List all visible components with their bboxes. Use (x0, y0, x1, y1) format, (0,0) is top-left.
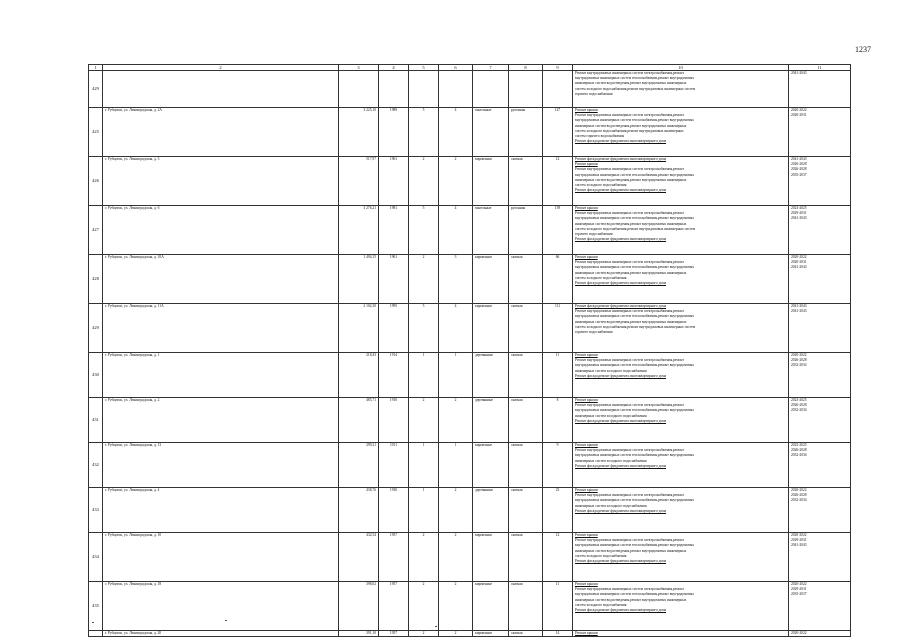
works-cell (573, 304, 789, 353)
work-item: Ремонт крыши (575, 162, 598, 167)
table-row (89, 304, 851, 353)
years-cell (789, 71, 851, 108)
wall-material-cell: панельные (473, 108, 509, 157)
year-range: 2026-2028 (791, 162, 807, 167)
work-item: систем холодного водоснабжения (575, 183, 627, 188)
years-cell (789, 488, 851, 533)
col-header: 9 (543, 65, 573, 71)
year-cell: 1930 (379, 488, 409, 533)
year-range: 2035-2037 (791, 592, 807, 597)
col-header: 11 (789, 65, 851, 71)
wall-material-cell: кирпичные (473, 631, 509, 637)
year-range: 2026-2028 (791, 167, 807, 172)
work-item: Ремонт фасада,ремонт фундамента многоквартирного дома (575, 508, 667, 513)
year-range: 2041-2043 (791, 265, 807, 270)
floors-cell: 5 (409, 304, 439, 353)
entrances-cell: 3 (439, 255, 473, 304)
work-item: Ремонт внутридомовых инженерных систем электроснабжения,ремонт (575, 403, 684, 408)
work-item: систем холодного водоснабжения,ремонт внутридомовых инженерных (575, 128, 684, 133)
table-row (89, 443, 851, 488)
page-number: 1237 (855, 45, 871, 54)
work-item: инженерных систем холодного водоснабжения (575, 413, 647, 418)
work-item: внутридомовых инженерных систем теплоснабжения,ремонт внутридомовых (575, 408, 695, 413)
work-item: Ремонт крыши (575, 108, 598, 112)
table-row (89, 71, 851, 108)
year-cell: 1957 (379, 533, 409, 582)
area-cell: 3 225,10 (339, 108, 379, 157)
work-item: Ремонт внутридомовых инженерных систем электроснабжения,ремонт (575, 587, 684, 592)
work-item: Ремонт крыши (575, 488, 598, 492)
work-item: Ремонт крыши (575, 582, 598, 586)
work-item: внутридомовых инженерных систем теплоснабжения,ремонт внутридомовых (575, 76, 695, 81)
year-cell: 1989 (379, 108, 409, 157)
row-number: 431 (89, 398, 103, 443)
work-item: систем горячего водоснабжения (575, 134, 625, 139)
entrances-cell: 1 (439, 353, 473, 398)
flats-cell: 23 (543, 488, 573, 533)
work-item: инженерных систем холодного водоснабжения (575, 458, 647, 463)
years-cell (789, 398, 851, 443)
address-cell: г. Рубцовск, ул. Ленинградская, д. 6 (103, 206, 339, 255)
year-range: 2020-2022 (791, 255, 807, 259)
work-item: Ремонт внутридомовых инженерных систем электроснабжения,ремонт (575, 167, 684, 172)
address-cell: г. Рубцовск, ул. Ленинградская, д. 4 (103, 488, 339, 533)
work-item: внутридомовых инженерных систем теплоснабжения,ремонт внутридомовых (575, 592, 695, 597)
years-cell (789, 255, 851, 304)
years-cell (789, 304, 851, 353)
work-item: Ремонт фасада,ремонт фундамента многоквартирного дома (575, 418, 667, 423)
table-body (89, 71, 851, 637)
work-item: внутридомовых инженерных систем теплоснабжения,ремонт внутридомовых (575, 172, 695, 177)
capital-repair-table (88, 64, 851, 637)
work-item: Ремонт фасада,ремонт фундамента многоквартирного дома (575, 304, 667, 308)
flats-cell: 111 (543, 304, 573, 353)
year-range: 2032-2034 (791, 498, 807, 503)
area-cell: 2 102,30 (339, 304, 379, 353)
col-header: 3 (339, 65, 379, 71)
works-cell (573, 157, 789, 206)
work-item: горячего водоснабжения (575, 232, 613, 237)
floors-cell: 1 (409, 488, 439, 533)
years-cell (789, 582, 851, 631)
area-cell: 299,21 (339, 443, 379, 488)
year-cell: 1914 (379, 353, 409, 398)
works-cell (573, 533, 789, 582)
wall-material-cell: деревянные (473, 353, 509, 398)
work-item: инженерных систем водоотведения,ремонт внутридомовых инженерных (575, 81, 687, 86)
roof-type-cell: скатная (509, 443, 543, 488)
work-item: внутридомовых инженерных систем теплоснабжения,ремонт внутридомовых (575, 216, 695, 221)
year-cell: 1957 (379, 582, 409, 631)
entrances-cell: 2 (439, 157, 473, 206)
year-cell (379, 71, 409, 108)
work-item: Ремонт внутридомовых инженерных систем электроснабжения,ремонт (575, 358, 684, 363)
table-row (89, 582, 851, 631)
flats-cell: 147 (543, 108, 573, 157)
col-header: 4 (379, 65, 409, 71)
entrances-cell: 2 (439, 582, 473, 631)
works-cell (573, 206, 789, 255)
work-item: систем холодного водоснабжения (575, 275, 627, 280)
table-row (89, 631, 851, 637)
address-cell: г. Рубцовск, ул. Ленинградская, д. 1 (103, 353, 339, 398)
works-cell (573, 582, 789, 631)
year-range: 2026-2028 (791, 358, 807, 363)
area-cell: 517,97 (339, 157, 379, 206)
scan-speck (435, 626, 437, 627)
floors-cell: 5 (409, 206, 439, 255)
table-row (89, 533, 851, 582)
wall-material-cell: кирпичные (473, 255, 509, 304)
year-range: 2032-2034 (791, 408, 807, 413)
work-item: горячего водоснабжения (575, 91, 613, 96)
work-item: Ремонт фасада,ремонт фундамента многоквартирного дома (575, 463, 667, 468)
row-number: 429 (89, 71, 103, 108)
work-item: Ремонт крыши (575, 631, 598, 635)
year-range: 2023-2025 (791, 206, 807, 210)
floors-cell: 5 (409, 108, 439, 157)
area-cell: 3 276,21 (339, 206, 379, 255)
table-row (89, 353, 851, 398)
work-item: инженерных систем водоотведения,ремонт внутридомовых инженерных (575, 221, 687, 226)
floors-cell: 2 (409, 533, 439, 582)
col-header: 6 (439, 65, 473, 71)
year-range: 2029-2031 (791, 538, 807, 543)
area-cell: 432,54 (339, 533, 379, 582)
work-item: Ремонт фасада,ремонт фундамента многоквартирного дома (575, 559, 667, 564)
year-cell: 1961 (379, 255, 409, 304)
year-range: 2032-2034 (791, 363, 807, 368)
row-number (89, 631, 103, 637)
table-row (89, 488, 851, 533)
floors-cell (409, 71, 439, 108)
flats-cell: 11 (543, 353, 573, 398)
area-cell (339, 71, 379, 108)
work-item: Ремонт крыши (575, 206, 598, 210)
year-range: 2041-2043 (791, 304, 807, 308)
year-cell: 1981 (379, 206, 409, 255)
table-row (89, 157, 851, 206)
works-cell (573, 488, 789, 533)
year-range: 2041-2043 (791, 71, 807, 75)
row-number: 434 (89, 533, 103, 582)
work-item: внутридомовых инженерных систем теплоснабжения,ремонт внутридомовых (575, 265, 695, 270)
row-number: 427 (89, 206, 103, 255)
address-cell (103, 71, 339, 108)
entrances-cell: 1 (439, 443, 473, 488)
col-header: 7 (473, 65, 509, 71)
year-range: 2032-2034 (791, 453, 807, 458)
floors-cell: 2 (409, 631, 439, 637)
col-header: 5 (409, 65, 439, 71)
work-item: Ремонт внутридомовых инженерных систем электроснабжения,ремонт (575, 309, 684, 314)
year-range: 2020-2022 (791, 631, 807, 635)
year-cell: 1961 (379, 157, 409, 206)
wall-material-cell: кирпичные (473, 582, 509, 631)
row-number: 430 (89, 353, 103, 398)
work-item: систем холодного водоснабжения,ремонт внутридомовых инженерных систем (575, 86, 696, 91)
area-cell: 438,76 (339, 488, 379, 533)
wall-material-cell: кирпичные (473, 443, 509, 488)
flats-cell: 14 (543, 631, 573, 637)
work-item: Ремонт внутридомовых инженерных систем электроснабжения,ремонт (575, 260, 684, 265)
years-cell (789, 533, 851, 582)
table-row (89, 108, 851, 157)
row-number: 433 (89, 488, 103, 533)
year-range: 2020-2031 (791, 113, 807, 118)
works-cell (573, 631, 789, 637)
year-range: 2041-2043 (791, 543, 807, 548)
year-range: 2020-2022 (791, 533, 807, 537)
area-cell: 1 494,15 (339, 255, 379, 304)
entrances-cell: 2 (439, 631, 473, 637)
entrances-cell (439, 71, 473, 108)
row-number: 428 (89, 255, 103, 304)
work-item: инженерных систем водоотведения,ремонт внутридомовых инженерных (575, 270, 687, 275)
work-item: Ремонт фасада,ремонт фундамента многоквартирного дома (575, 281, 667, 286)
flats-cell: 66 (543, 255, 573, 304)
address-cell: г. Рубцовск, ул. Ленинградская, д. 10А (103, 255, 339, 304)
wall-material-cell: деревянные (473, 488, 509, 533)
flats-cell: 139 (543, 206, 573, 255)
year-range: 2023-2025 (791, 443, 807, 447)
wall-material-cell (473, 71, 509, 108)
years-cell (789, 108, 851, 157)
work-item: Ремонт внутридомовых инженерных систем электроснабжения,ремонт (575, 493, 684, 498)
entrances-cell: 2 (439, 488, 473, 533)
work-item: Ремонт внутридомовых инженерных систем электроснабжения,ремонт (575, 211, 684, 216)
work-item: Ремонт внутридомовых инженерных систем электроснабжения,ремонт (575, 538, 684, 543)
year-range: 2020-2031 (791, 260, 807, 265)
roof-type-cell: скатная (509, 631, 543, 637)
row-number: 429 (89, 304, 103, 353)
work-item: внутридомовых инженерных систем теплоснабжения,ремонт внутридомовых (575, 314, 695, 319)
work-item: внутридомовых инженерных систем теплоснабжения,ремонт внутридомовых (575, 118, 695, 123)
work-item: Ремонт фасада,ремонт фундамента многоквартирного дома (575, 608, 667, 613)
work-item: внутридомовых инженерных систем теплоснабжения,ремонт внутридомовых (575, 453, 695, 458)
work-item: систем холодного водоснабжения,ремонт внутридомовых инженерных систем (575, 226, 696, 231)
floors-cell: 1 (409, 443, 439, 488)
year-range: 2029-2031 (791, 587, 807, 592)
floors-cell: 2 (409, 582, 439, 631)
entrances-cell: 4 (439, 108, 473, 157)
work-item: Ремонт фасада,ремонт фундамента многоквартирного дома (575, 373, 667, 378)
years-cell (789, 353, 851, 398)
years-cell (789, 443, 851, 488)
work-item: горячего водоснабжения (575, 330, 613, 335)
work-item: Ремонт внутридомовых инженерных систем электроснабжения,ремонт (575, 71, 684, 75)
wall-material-cell: деревянные (473, 398, 509, 443)
floors-cell: 2 (409, 398, 439, 443)
col-header: 10 (573, 65, 789, 71)
works-cell (573, 108, 789, 157)
year-range: 2020-2022 (791, 582, 807, 586)
entrances-cell: 4 (439, 206, 473, 255)
years-cell (789, 157, 851, 206)
row-number: 426 (89, 157, 103, 206)
address-cell: г. Рубцовск, ул. Ленинградская, д. 2А (103, 108, 339, 157)
work-item: Ремонт крыши (575, 533, 598, 537)
scan-speck (225, 620, 227, 621)
roof-type-cell: скатная (509, 398, 543, 443)
year-range: 2020-2022 (791, 353, 807, 357)
area-cell: 485,71 (339, 398, 379, 443)
work-item: систем холодного водоснабжения,ремонт внутридомовых инженерных систем (575, 324, 696, 329)
work-item: Ремонт крыши (575, 353, 598, 357)
row-number: 435 (89, 582, 103, 631)
work-item: внутридомовых инженерных систем теплоснабжения,ремонт внутридомовых (575, 498, 695, 503)
entrances-cell: 4 (439, 304, 473, 353)
scan-speck (92, 622, 94, 623)
wall-material-cell: кирпичные (473, 157, 509, 206)
year-range: 2041-2043 (791, 157, 807, 161)
year-cell: 1910 (379, 398, 409, 443)
table-row (89, 206, 851, 255)
roof-type-cell: рулонная (509, 108, 543, 157)
address-cell: г. Рубцовск, ул. Ленинградская, д. 10 (103, 533, 339, 582)
work-item: внутридомовых инженерных систем теплоснабжения,ремонт внутридомовых (575, 363, 695, 368)
years-cell (789, 206, 851, 255)
year-cell: 1957 (379, 631, 409, 637)
year-range: 2026-2028 (791, 403, 807, 408)
table-row (89, 255, 851, 304)
table-row (89, 398, 851, 443)
work-item: Ремонт крыши (575, 398, 598, 402)
roof-type-cell (509, 71, 543, 108)
flats-cell: 12 (543, 157, 573, 206)
work-item: Ремонт фасада,ремонт фундамента многоквартирного дома (575, 237, 667, 242)
address-cell: г. Рубцовск, ул. Ленинградская, д. 18 (103, 582, 339, 631)
area-cell: 398,02 (339, 582, 379, 631)
roof-type-cell: скатная (509, 157, 543, 206)
work-item: инженерных систем водоотведения,ремонт внутридомовых инженерных (575, 548, 687, 553)
roof-type-cell: скатная (509, 488, 543, 533)
works-cell (573, 255, 789, 304)
flats-cell: 8 (543, 398, 573, 443)
area-cell: 218,43 (339, 353, 379, 398)
year-cell: 1911 (379, 443, 409, 488)
work-item: инженерных систем холодного водоснабжения (575, 503, 647, 508)
work-item: систем холодного водоснабжения (575, 553, 627, 558)
col-header: 2 (103, 65, 339, 71)
work-item: Ремонт фасада,ремонт фундамента многоквартирного дома (575, 139, 667, 144)
years-cell (789, 631, 851, 637)
roof-type-cell: скатная (509, 353, 543, 398)
work-item: Ремонт внутридомовых инженерных систем электроснабжения,ремонт (575, 448, 684, 453)
work-item: Ремонт крыши (575, 443, 598, 447)
wall-material-cell: панельные (473, 206, 509, 255)
address-cell: г. Рубцовск, ул. Ленинградская, д. 20 (103, 631, 339, 637)
work-item: инженерных систем водоотведения,ремонт внутридомовых инженерных (575, 597, 687, 602)
row-number: 425 (89, 108, 103, 157)
flats-cell: 12 (543, 533, 573, 582)
year-range: 2041-2043 (791, 216, 807, 221)
flats-cell: 11 (543, 582, 573, 631)
floors-cell: 2 (409, 255, 439, 304)
row-number: 432 (89, 443, 103, 488)
wall-material-cell: кирпичные (473, 304, 509, 353)
entrances-cell: 2 (439, 398, 473, 443)
works-cell (573, 443, 789, 488)
roof-type-cell: скатная (509, 304, 543, 353)
work-item: внутридомовых инженерных систем теплоснабжения,ремонт внутридомовых (575, 543, 695, 548)
wall-material-cell: кирпичные (473, 533, 509, 582)
work-item: Ремонт внутридомовых инженерных систем электроснабжения,ремонт (575, 113, 684, 118)
address-cell: г. Рубцовск, ул. Ленинградская, д. 2 (103, 398, 339, 443)
col-header: 8 (509, 65, 543, 71)
floors-cell: 2 (409, 157, 439, 206)
roof-type-cell: скатная (509, 533, 543, 582)
roof-type-cell: рулонная (509, 206, 543, 255)
work-item: инженерных систем холодного водоснабжения (575, 368, 647, 373)
works-cell (573, 398, 789, 443)
works-cell (573, 71, 789, 108)
address-cell: г. Рубцовск, ул. Ленинградская, д. 3 (103, 157, 339, 206)
work-item: инженерных систем водоотведения,ремонт внутридомовых инженерных (575, 177, 687, 182)
year-range: 2026-2028 (791, 493, 807, 498)
work-item: Ремонт фасада,ремонт фундамента многоквартирного дома (575, 157, 667, 161)
year-range: 2020-2022 (791, 488, 807, 492)
roof-type-cell: скатная (509, 255, 543, 304)
flats-cell (543, 71, 573, 108)
work-item: Ремонт крыши (575, 255, 598, 259)
flats-cell: 9 (543, 443, 573, 488)
address-cell: г. Рубцовск, ул. Ленинградская, д. 11А (103, 304, 339, 353)
address-cell: г. Рубцовск, ул. Ленинградская, д. 13 (103, 443, 339, 488)
work-item: инженерных систем водоотведения,ремонт внутридомовых инженерных (575, 123, 687, 128)
year-range: 2029-2031 (791, 211, 807, 216)
year-range: 2035-2037 (791, 172, 807, 177)
work-item: Ремонт фасада,ремонт фундамента многоквартирного дома (575, 188, 667, 193)
year-range: 2023-2025 (791, 398, 807, 402)
year-range: 2020-2022 (791, 108, 807, 112)
works-cell (573, 353, 789, 398)
entrances-cell: 2 (439, 533, 473, 582)
roof-type-cell: скатная (509, 582, 543, 631)
year-range: 2041-2043 (791, 309, 807, 314)
year-range: 2026-2028 (791, 448, 807, 453)
floors-cell: 1 (409, 353, 439, 398)
work-item: систем холодного водоснабжения (575, 602, 627, 607)
col-header: 1 (89, 65, 103, 71)
area-cell: 391,10 (339, 631, 379, 637)
year-cell: 1995 (379, 304, 409, 353)
work-item: инженерных систем водоотведения,ремонт внутридомовых инженерных (575, 319, 687, 324)
